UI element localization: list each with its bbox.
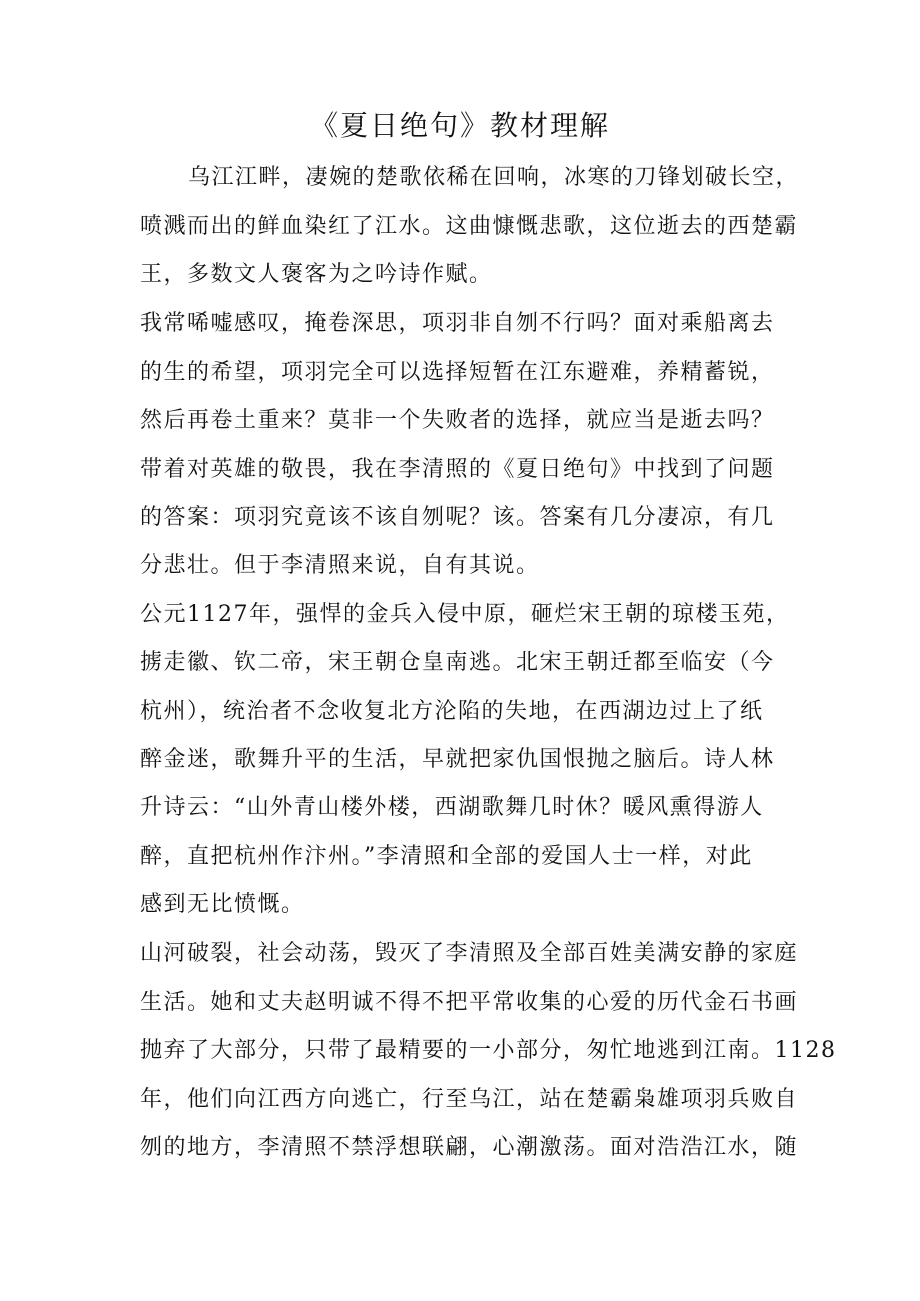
paragraph-line: 升诗云：“山外青山楼外楼，西湖歌舞几时休？暖风熏得游人 <box>140 795 764 820</box>
paragraph-line: 年，他们向江西方向逃亡，行至乌江，站在楚霸枭雄项羽兵败自 <box>140 1087 799 1112</box>
paragraph-line: 我常唏嘘感叹，掩卷深思，项羽非自刎不行吗？面对乘船离去 <box>140 311 775 336</box>
paragraph-line: 然后再卷土重来？莫非一个失败者的选择，就应当是逝去吗？ <box>140 408 775 433</box>
paragraph-line: 醉，直把杭州作汴州。”李清照和全部的爱国人士一样，对此 <box>140 844 753 869</box>
paragraph-line: 杭州），统治者不念收复北方沦陷的失地，在西湖边过上了纸 <box>140 699 764 724</box>
paragraph-line: 掳走徽、钦二帝，宋王朝仓皇南逃。北宋王朝迁都至临安（今 <box>140 650 775 675</box>
paragraph-line: 公元1127年，强悍的金兵入侵中原，砸烂宋王朝的琼楼玉苑， <box>140 602 790 627</box>
paragraph-line: 生活。她和丈夫赵明诚不得不把平常收集的心爱的历代金石书画 <box>140 990 799 1015</box>
paragraph-line: 乌江江畔，凄婉的楚歌依稀在回响，冰寒的刀锋划破长空， <box>188 165 800 190</box>
paragraph-line: 分悲壮。但于李清照来说，自有其说。 <box>140 553 540 578</box>
paragraph-line: 的生的希望，项羽完全可以选择短暂在江东避难，养精蓄锐， <box>140 360 775 385</box>
paragraph-line: 喷溅而出的鲜血染红了江水。这曲慷慨悲歌，这位逝去的西楚霸 <box>140 214 799 239</box>
paragraph-line: 王，多数文人褒客为之吟诗作赋。 <box>140 262 493 287</box>
paragraph-line: 刎的地方，李清照不禁浮想联翩，心潮激荡。面对浩浩江水，随 <box>140 1135 799 1160</box>
paragraph-line: 带着对英雄的敬畏，我在李清照的《夏日绝句》中找到了问题 <box>140 457 775 482</box>
paragraph-line: 抛弃了大部分，只带了最精要的一小部分，匆忙地逃到江南。1128 <box>140 1038 837 1063</box>
paragraph-line: 的答案：项羽究竟该不该自刎呢？该。答案有几分凄凉，有几 <box>140 505 775 530</box>
paragraph-line: 醉金迷，歌舞升平的生活，早就把家仇国恨抛之脑后。诗人林 <box>140 747 775 772</box>
paragraph-line: 山河破裂，社会动荡，毁灭了李清照及全部百姓美满安静的家庭 <box>140 941 799 966</box>
paragraph-line: 感到无比愤慨。 <box>140 892 305 917</box>
document-title: 《夏日绝句》教材理解 <box>309 109 610 142</box>
